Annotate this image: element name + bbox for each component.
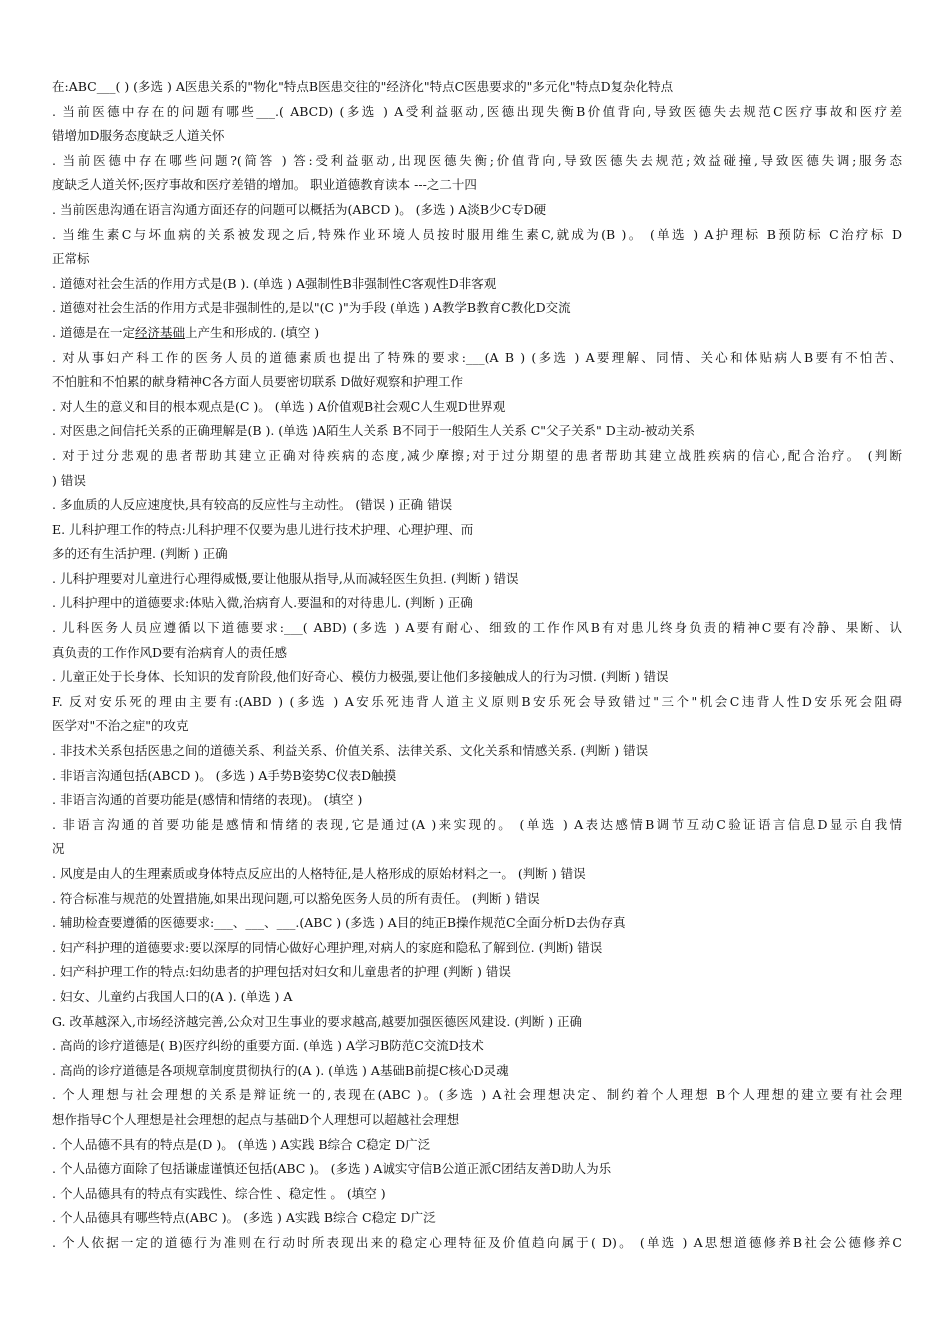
text-line: . 非语言沟通包括(ABCD )。 (多选 ) A手势B姿势C仪表D触摸 (52, 767, 397, 783)
text-line: . 对医患之间信托关系的正确理解是(B ). (单选 )A陌生人关系 B不同于一般陌生人关系 C"父子关系" D主动-被动关系 (52, 423, 695, 439)
text-line: . 多血质的人反应速度快,具有较高的反应性与主动性。 (错误 ) 正确 错误 (52, 497, 453, 513)
text-line-economic-basis (52, 321, 902, 346)
document-page (52, 75, 902, 1256)
text-line: 医学对"不治之症"的攻克 (52, 718, 189, 734)
text-block-1 (52, 75, 902, 321)
text-line: ) 错误 (52, 472, 86, 488)
text-line: . 风度是由人的生理素质或身体特点反应出的人格特征,是人格形成的原始材料之一。 (判断 ) 错误 (52, 866, 586, 881)
text-line: . 高尚的诊疗道德是各项规章制度贯彻执行的(A ). (单选 ) A基础B前提C核心D灵魂 (52, 1062, 509, 1078)
text-line: 想作指导C个人理想是社会理想的起点与基础D个人理想可以超越社会理想 (52, 1111, 460, 1127)
text-line: . 妇产科护理工作的特点:妇幼患者的护理包括对妇女和儿童患者的护理 (判断 ) 错误 (52, 964, 511, 980)
text-line: . 妇女、儿童约占我国人口的(A ). (单选 ) A (52, 988, 293, 1004)
underlined-answer: 经济基础 (134, 324, 185, 340)
text-line: . 个人品德方面除了包括谦虚谨慎还包括(ABC )。 (多选 ) A诚实守信B公道正派C团结友善D助人为乐 (52, 1161, 612, 1177)
text-line: 度缺乏人道关怀;医疗事故和医疗差错的增加。 职业道德教育读本 ---之二十四 (52, 177, 477, 193)
text-line: 正常标 (52, 251, 90, 267)
text-line: . 非语言沟通的首要功能是感情和情绪的表现,它是通过(A )来实现的。 (单选 ) A表达感情B调节互动C验证语言信息D显示自我情 (52, 816, 902, 832)
text-line: . 对于过分悲观的患者帮助其建立正确对待疾病的态度,减少摩擦;对于过分期望的患者帮助其建立战胜疾病的信心,配合治疗。 (判断 (52, 447, 902, 463)
text-line: . 辅助检查要遵循的医德要求:___、___、___.(ABC ) (多选 ) A目的纯正B操作规范C全面分析D去伪存真 (52, 915, 626, 931)
text-line: E. 儿科护理工作的特点:儿科护理不仅要为患儿进行技术护理、心理护理、而 (52, 521, 474, 537)
text-segment: . 道德是在一定 (52, 324, 135, 340)
text-line: . 个人依据一定的道德行为准则在行动时所表现出来的稳定心理特征及价值趋向属于( D)。 (单选 ) A思想道德修养B社会公德修养C (52, 1234, 902, 1250)
text-line: . 个人理想与社会理想的关系是辩证统一的,表现在(ABC )。(多选 ) A社会理想决定、制约着个人理想 B个人理想的建立要有社会理 (52, 1087, 902, 1103)
text-segment: 上产生和形成的. (填空 ) (184, 324, 320, 340)
text-line: . 儿科医务人员应遵循以下道德要求:___( ABD) (多选 ) A要有耐心、细致的工作作风B有对患儿终身负责的精神C要有冷静、果断、认 (52, 620, 902, 636)
text-line: 错增加D服务态度缺乏人道关怀 (52, 128, 225, 144)
text-line: . 对从事妇产科工作的医务人员的道德素质也提出了特殊的要求:___(A B ) (多选 ) A要理解、同情、关心和体贴病人B要有不怕苦、 (52, 349, 902, 365)
text-line: . 儿科护理要对儿童进行心理得威慑,要让他服从指导,从而减轻医生负担. (判断 ) 错误 (52, 570, 519, 586)
text-line: . 符合标准与规范的处置措施,如果出现问题,可以豁免医务人员的所有责任。 (判断 ) 错误 (52, 890, 540, 906)
text-line: 况 (52, 841, 65, 857)
text-line: . 当前医德中存在的问题有哪些___.( ABCD) (多选 ) A受利益驱动,医德出现失衡B价值背向,导致医德失去规范C医疗事故和医疗差 (52, 103, 902, 119)
text-line: F. 反对安乐死的理由主要有:(ABD ) (多选 ) A安乐死违背人道主义原则B安乐死会导致错过"三个"机会C违背人性D安乐死会阻碍 (52, 693, 902, 709)
text-line: 不怕脏和不怕累的献身精神C各方面人员要密切联系 D做好观察和护理工作 (52, 374, 464, 390)
text-line: . 个人品德不具有的特点是(D )。 (单选 ) A实践 B综合 C稳定 D广泛 (52, 1136, 431, 1152)
text-line: . 当前医德中存在哪些问题?(简答 ) 答:受利益驱动,出现医德失衡;价值背向,导致医德失去规范;效益碰撞,导致医德失调;服务态 (52, 152, 902, 168)
text-line: . 非技术关系包括医患之间的道德关系、利益关系、价值关系、法律关系、文化关系和情感关系. (判断 ) 错误 (52, 743, 649, 759)
text-line: . 儿科护理中的道德要求:体贴入微,治病育人.要温和的对待患儿. (判断 ) 正确 (52, 595, 473, 611)
text-line: . 当维生素C与坏血病的关系被发现之后,特殊作业环境人员按时服用维生素C,就成为(B )。 (单选 ) A护理标 B预防标 C治疗标 D (52, 226, 902, 242)
text-line: G. 改革越深入,市场经济越完善,公众对卫生事业的要求越高,越要加强医德医风建设. (判断 ) 正确 (52, 1013, 583, 1029)
text-line: 在:ABC___( ) (多选 ) A医患关系的"物化"特点B医患交往的"经济化"特点C医患要求的"多元化"特点D复杂化特点 (52, 79, 674, 94)
text-line: . 妇产科护理的道德要求:要以深厚的同情心做好心理护理,对病人的家庭和隐私了解到位. (判断) 错误 (52, 939, 603, 955)
text-line: . 儿童正处于长身体、长知识的发育阶段,他们好奇心、模仿力极强,要让他们多接触成人的行为习惯. (判断 ) 错误 (52, 669, 669, 685)
text-line: 多的还有生活护理. (判断 ) 正确 (52, 546, 228, 562)
text-line: . 个人品德具有哪些特点(ABC )。 (多选 ) A实践 B综合 C稳定 D广泛 (52, 1210, 436, 1226)
text-line: . 高尚的诊疗道德是( B)医疗纠纷的重要方面. (单选 ) A学习B防范C交流D技术 (52, 1038, 484, 1054)
text-line: . 个人品德具有的特点有实践性、综合性 、稳定性 。 (填空 ) (52, 1185, 386, 1201)
text-line: . 非语言沟通的首要功能是(感情和情绪的表现)。 (填空 ) (52, 792, 363, 808)
text-line: 真负责的工作作风D要有治病育人的责任感 (52, 644, 288, 660)
text-line: . 当前医患沟通在语言沟通方面还存的问题可以概括为(ABCD )。 (多选 ) A淡B少C专D硬 (52, 201, 547, 217)
text-block-2 (52, 346, 902, 1256)
text-line: . 对人生的意义和目的根本观点是(C )。 (单选 ) A价值观B社会观C人生观D世界观 (52, 398, 506, 414)
text-line: . 道德对社会生活的作用方式是(B ). (单选 ) A强制性B非强制性C客观性D非客观 (52, 275, 497, 291)
text-line: . 道德对社会生活的作用方式是非强制性的,是以"(C )"为手段 (单选 ) A教学B教育C教化D交流 (52, 300, 571, 316)
